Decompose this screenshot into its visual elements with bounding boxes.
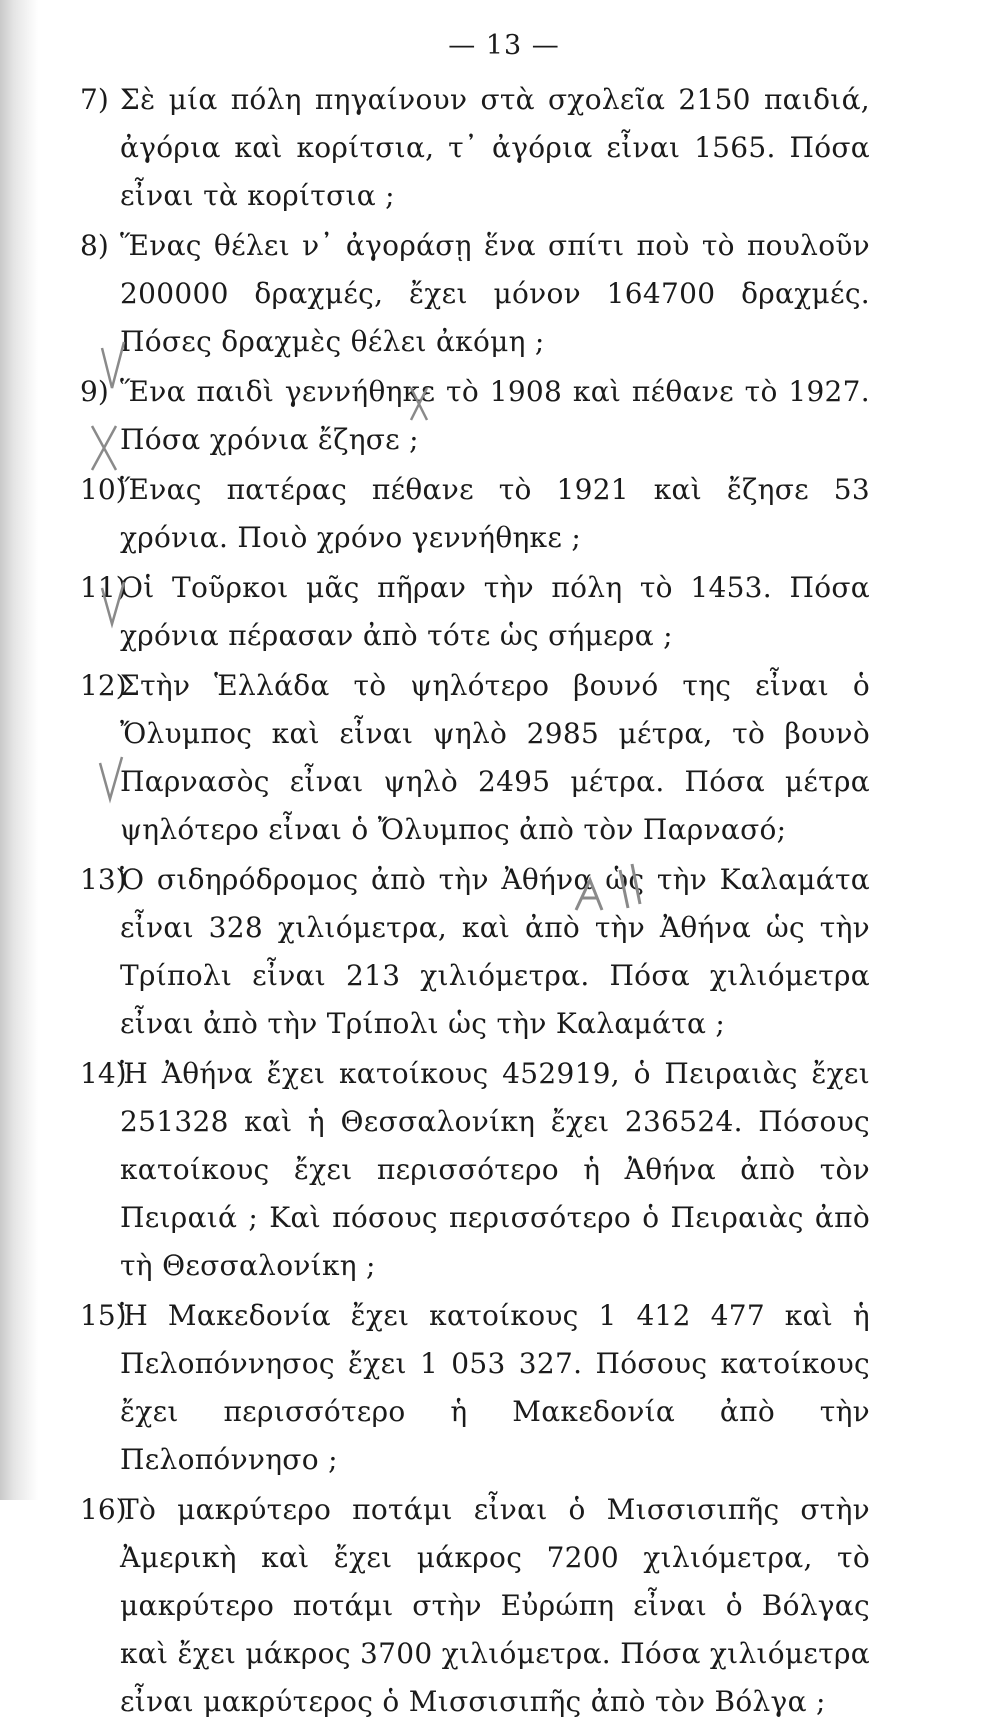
problem-number: 7) (80, 83, 109, 116)
problem-text: Ἕνας θέλει ν᾽ ἀγοράσῃ ἕνα σπίτι ποὺ τὸ πουλοῦν 200000 δραχμές, ἔχει μόνον 164700 δραχμές. Πόσες δραχμὲς θέλει ἀκόμη ; (120, 229, 870, 358)
problem-text: Ἕνας πατέρας πέθανε τὸ 1921 καὶ ἔζησε 53 χρόνια. Ποιὸ χρόνο γεννήθηκε ; (120, 473, 870, 554)
problem-text: Σὲ μία πόλη πηγαίνουν στὰ σχολεῖα 2150 παιδιά, ἀγόρια καὶ κορίτσια, τ᾽ ἀγόρια εἶναι 1565. Πόσα εἶναι τὰ κορίτσια ; (120, 83, 870, 212)
problem-12 (80, 662, 870, 854)
problem-number: 15) (80, 1299, 127, 1332)
problem-16 (80, 1486, 870, 1726)
problem-number: 9) (80, 375, 109, 408)
problem-text: Ἕνα παιδὶ γεννήθηκε τὸ 1908 καὶ πέθανε τὸ 1927. Πόσα χρόνια ἔζησε ; (120, 375, 870, 456)
problem-8 (80, 222, 870, 366)
problem-text: Στὴν Ἑλλάδα τὸ ψηλότερο βουνό της εἶναι ὁ Ὄλυμπος καὶ εἶναι ψηλὸ 2985 μέτρα, τὸ βουνὸ Παρνασὸς εἶναι ψηλὸ 2495 μέτρα. Πόσα μέτρα ψηλότερο εἶναι ὁ Ὄλυμπος ἀπὸ τὸν Παρνασό; (120, 669, 870, 846)
problem-text: Ἡ Μακεδονία ἔχει κατοίκους 1 412 477 καὶ ἡ Πελοπόννησος ἔχει 1 053 327. Πόσους κατοίκους ἔχει περισσότερο ἡ Μακεδονία ἀπὸ τὴν Πελοπόννησο ; (120, 1299, 870, 1476)
problem-9 (80, 368, 870, 464)
problem-number: 13) (80, 863, 127, 896)
problem-10 (80, 466, 870, 562)
problem-number: 14) (80, 1057, 127, 1090)
problem-number: 10) (80, 473, 127, 506)
problem-list (80, 76, 870, 1728)
problem-11 (80, 564, 870, 660)
problem-text: Οἱ Τοῦρκοι μᾶς πῆραν τὴν πόλη τὸ 1453. Πόσα χρόνια πέρασαν ἀπὸ τότε ὡς σήμερα ; (120, 571, 870, 652)
binding-shadow (0, 0, 38, 1500)
problem-number: 8) (80, 229, 109, 262)
problem-14 (80, 1050, 870, 1290)
problem-13 (80, 856, 870, 1048)
page-number: — 13 — (448, 30, 560, 61)
problem-text: Ὁ σιδηρόδρομος ἀπὸ τὴν Ἀθήνα ὡς τὴν Καλαμάτα εἶναι 328 χιλιόμετρα, καὶ ἀπὸ τὴν Ἀθήνα ὡς τὴν Τρίπολι εἶναι 213 χιλιόμετρα. Πόσα χιλιόμετρα εἶναι ἀπὸ τὴν Τρίπολι ὡς τὴν Καλαμάτα ; (120, 863, 870, 1040)
problem-number: 12) (80, 669, 127, 702)
problem-number: 11) (80, 571, 127, 604)
problem-7 (80, 76, 870, 220)
problem-number: 16) (80, 1493, 127, 1526)
problem-15 (80, 1292, 870, 1484)
problem-text: Ἡ Ἀθήνα ἔχει κατοίκους 452919, ὁ Πειραιὰς ἔχει 251328 καὶ ἡ Θεσσαλονίκη ἔχει 236524. Πόσους κατοίκους ἔχει περισσότερο ἡ Ἀθήνα ἀπὸ τὸν Πειραιά ; Καὶ πόσους περισσότερο ὁ Πειραιὰς ἀπὸ τὴ Θεσσαλονίκη ; (120, 1057, 870, 1282)
problem-text: Τὸ μακρύτερο ποτάμι εἶναι ὁ Μισσισιπῆς στὴν Ἀμερικὴ καὶ ἔχει μάκρος 7200 χιλιόμετρα, τὸ μακρύτερο ποτάμι στὴν Εὐρώπη εἶναι ὁ Βόλγας καὶ ἔχει μάκρος 3700 χιλιόμετρα. Πόσα χιλιόμετρα εἶναι μακρύτερος ὁ Μισσισιπῆς ἀπὸ τὸν Βόλγα ; (120, 1493, 870, 1718)
